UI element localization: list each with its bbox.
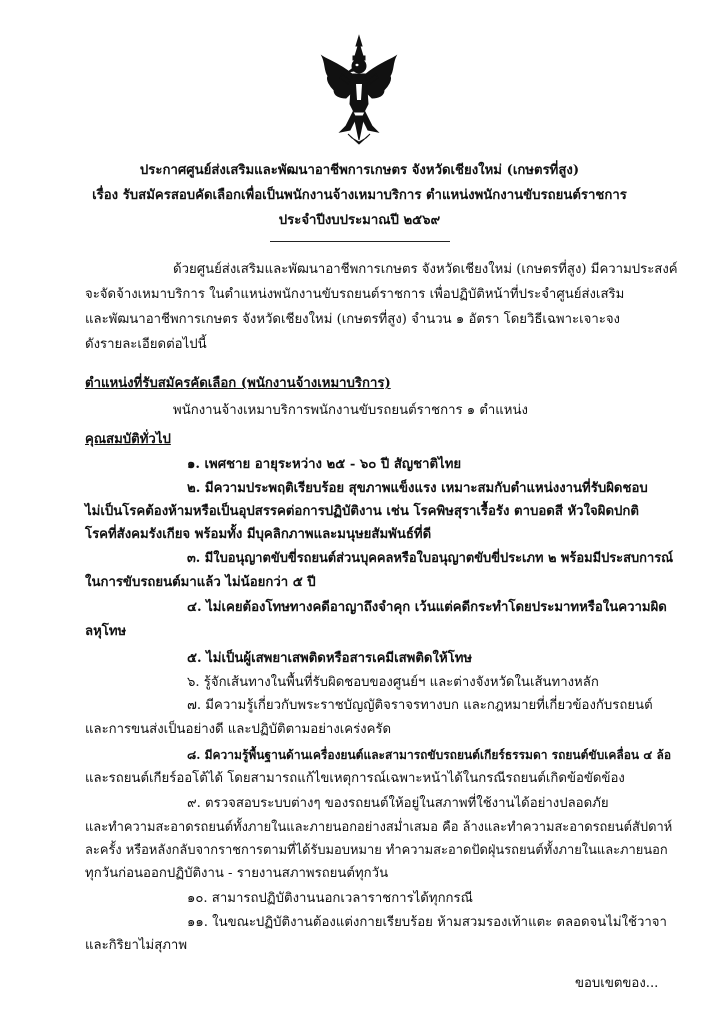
intro-line: ดังรายละเอียดต่อไปนี้ [85, 337, 207, 352]
qualification-item: และรถยนต์เกียร์ออโต้ได้ โดยสามารถแก้ไขเหตุการณ์เฉพาะหน้าได้ในกรณีรถยนต์เกิดข้อขัดข้อง [85, 771, 625, 786]
qualification-item: ๙. ตรวจสอบระบบต่างๆ ของรถยนต์ให้อยู่ในสภาพที่ใช้งานได้อย่างปลอดภัย [187, 796, 609, 811]
qualification-item: และทำความสะอาดรถยนต์ทั้งภายในและภายนอกอย่างสม่ำเสมอ คือ ล้างและทำความสะอาดรถยนต์สัปดาห์ [85, 820, 673, 835]
qualification-item: ในการขับรถยนต์มาแล้ว ไม่น้อยกว่า ๕ ปี [85, 575, 316, 590]
header-title: ประกาศศูนย์ส่งเสริมและพัฒนาอาชีพการเกษตร จังหวัดเชียงใหม่ (เกษตรที่สูง) [139, 163, 580, 178]
intro-line: จะจัดจ้างเหมาบริการ ในตำแหน่งพนักงานขับรถยนต์ราชการ เพื่อปฏิบัติหน้าที่ประจำศูนย์ส่งเสริม [85, 287, 625, 302]
qualification-item: ๑๑. ในขณะปฏิบัติงานต้องแต่งกายเรียบร้อย ห้ามสวมรองเท้าแตะ ตลอดจนไม่ใช้วาจา [187, 915, 667, 930]
intro-line: และพัฒนาอาชีพการเกษตร จังหวัดเชียงใหม่ (เกษตรที่สูง) จำนวน ๑ อัตรา โดยวิธีเฉพาะเจาะจง [85, 312, 620, 327]
qualification-item: ๖. รู้จักเส้นทางในพื้นที่รับผิดชอบของศูนย์ฯ และต่างจังหวัดในเส้นทางหลัก [187, 675, 599, 690]
continuation-marker: ขอบเขตของ... [575, 976, 659, 991]
header-fiscal-year: ประจำปีงบประมาณปี ๒๕๖๙ [278, 213, 441, 228]
garuda-emblem-icon [320, 34, 398, 146]
position-heading: ตำแหน่งที่รับสมัครคัดเลือก (พนักงานจ้างเหมาบริการ) [85, 376, 391, 391]
qualification-item: ทุกวันก่อนออกปฏิบัติงาน - รายงานสภาพรถยนต์ทุกวัน [85, 866, 389, 881]
qualification-item: ไม่เป็นโรคต้องห้ามหรือเป็นอุปสรรคต่อการปฏิบัติงาน เช่น โรคพิษสุราเรื้อรัง ตาบอดสี หัวใจผิดปกติ [85, 504, 639, 519]
qualifications-heading: คุณสมบัติทั่วไป [85, 432, 171, 447]
header-divider [270, 241, 450, 242]
qualification-item: ๒. มีความประพฤติเรียบร้อย สุขภาพแข็งแรง เหมาะสมกับตำแหน่งงานที่รับผิดชอบ [187, 481, 648, 496]
qualification-item: ๑. เพศชาย อายุระหว่าง ๒๕ - ๖๐ ปี สัญชาติไทย [187, 457, 462, 472]
intro-line: ด้วยศูนย์ส่งเสริมและพัฒนาอาชีพการเกษตร จังหวัดเชียงใหม่ (เกษตรที่สูง) มีความประสงค์ [173, 262, 678, 277]
qualification-item: และกิริยาไม่สุภาพ [85, 938, 188, 953]
position-line: พนักงานจ้างเหมาบริการพนักงานขับรถยนต์ราชการ ๑ ตำแหน่ง [173, 403, 528, 418]
qualification-item: โรคที่สังคมรังเกียจ พร้อมทั้ง มีบุคลิกภาพและมนุษยสัมพันธ์ที่ดี [85, 527, 432, 542]
qualification-item: ๓. มีใบอนุญาตขับขี่รถยนต์ส่วนบุคคลหรือใบอนุญาตขับขี่ประเภท ๒ พร้อมมีประสบการณ์ [187, 551, 674, 566]
qualification-item: ลหุโทษ [85, 624, 127, 639]
qualification-item: ๗. มีความรู้เกี่ยวกับพระราชบัญญัติจราจรทางบก และกฎหมายที่เกี่ยวข้องกับรถยนต์ [187, 698, 653, 713]
qualification-item: ๕. ไม่เป็นผู้เสพยาเสพติดหรือสารเคมีเสพติดให้โทษ [187, 651, 473, 666]
qualification-item: และการขนส่งเป็นอย่างดี และปฏิบัติตามอย่างเคร่งครัด [85, 722, 392, 737]
qualification-item: ๑๐. สามารถปฏิบัติงานนอกเวลาราชการได้ทุกกรณี [187, 891, 473, 906]
qualification-item: ๔. ไม่เคยต้องโทษทางคดีอาญาถึงจำคุก เว้นแต่คดีกระทำโดยประมาทหรือในความผิด [187, 600, 667, 615]
qualification-item: ละครั้ง หรือหลังกลับจากราชการตามที่ได้รับมอบหมาย ทำความสะอาดปัดฝุ่นรถยนต์ทั้งภายในและภายนอก [85, 843, 668, 858]
header-subject: เรื่อง รับสมัครสอบคัดเลือกเพื่อเป็นพนักงานจ้างเหมาบริการ ตำแหน่งพนักงานขับรถยนต์ราชการ [92, 188, 627, 203]
qualification-item: ๘. มีความรู้พื้นฐานด้านเครื่องยนต์และสามารถขับรถยนต์เกียร์ธรรมดา รถยนต์ขับเคลื่อน ๔ ล้อ [187, 748, 672, 762]
